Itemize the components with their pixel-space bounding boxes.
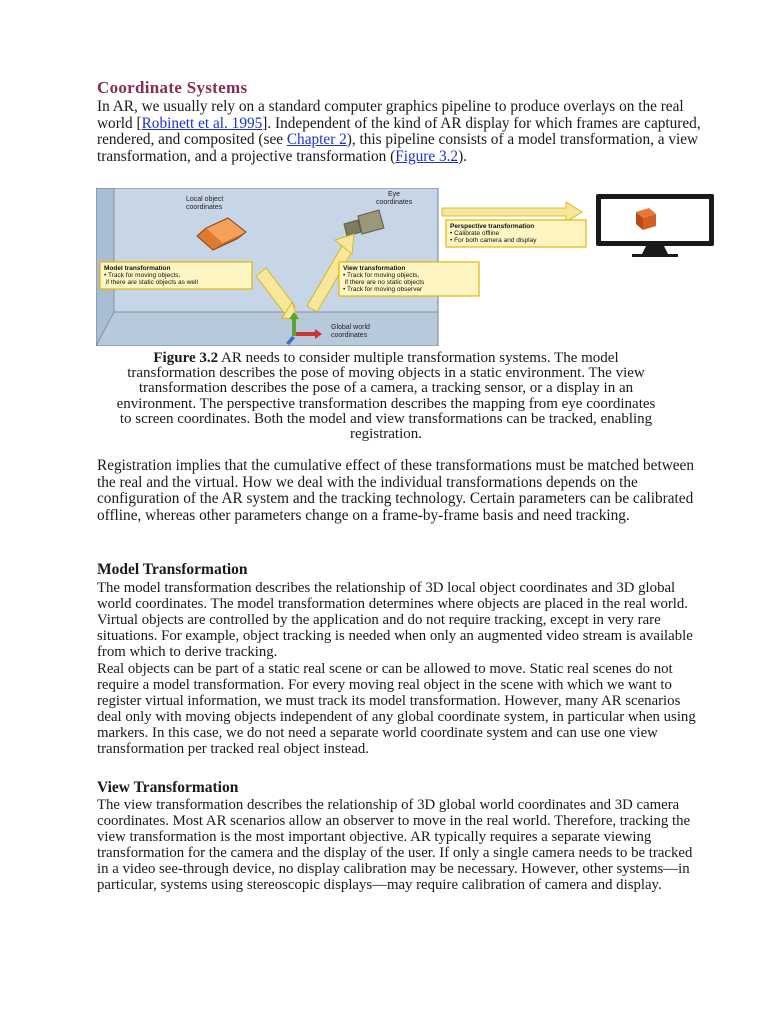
registration-paragraph: Registration implies that the cumulative effect of these transformations must be matched between the real and the virtual. How we deal with the individual transformations depends on the configuration of the AR system and the tracking technology. Certain parameters can be calibrated offline, whereas other parameters change on a frame-by-frame basis and need tracking.: [97, 457, 694, 524]
intro-text-4: ).: [458, 147, 467, 165]
section-title: Coordinate Systems: [97, 78, 248, 97]
view-paragraph-1: The view transformation describes the relationship of 3D global world coordinates and 3D camera coordinates. Most AR scenarios allow an observer to move in the real world. Therefore, tracking the view transformation is the most important objective. AR typically requires a separate viewing transformation for the camera and the display of the user. If only a single camera needs to be tracked in a video see-through device, no display calibration may be necessary. However, other systems—in particular, systems using stereoscopic displays—may require calibration of camera and display.: [97, 797, 693, 893]
figure-3-2-diagram: [96, 188, 720, 346]
figure-caption-label: Figure 3.2: [153, 350, 219, 366]
local-coordinates-label: Local object coordinates: [186, 196, 224, 211]
model-transformation-heading: Model Transformation: [97, 561, 248, 578]
view-transformation-box: [339, 262, 479, 296]
reference-link-robinett[interactable]: Robinett et al. 1995: [141, 114, 263, 132]
intro-text-3: ), this pipeline consists of a model transformation, a view transformation, and a projective transformation (: [97, 131, 699, 165]
model-paragraph-1: The model transformation describes the relationship of 3D local object coordinates and 3D global world coordinates. The model transformation determines where objects are placed in the real world. Virtual objects are controlled by the application and do not require tracking, except in very rare situations. For example, object tracking is needed when only an augmented video stream is available from which to derive tracking.: [97, 580, 693, 660]
figure-caption: [116, 351, 656, 442]
svg-text:Model transformation• Track: Model transformation • Track for moving objects, if there are static objects as well: [104, 265, 198, 286]
intro-text-1: In AR, we usually rely on a standard computer graphics pipeline to produce overlays on the real world [: [97, 98, 684, 132]
perspective-arrow: [442, 202, 582, 222]
model-paragraph-2: Real objects can be part of a static real scene or can be allowed to move. Static real scenes do not require a model transformation. For every moving real object in the scene with which we want to register virtual information, we must track its model transformation. However, many AR scenarios deal only with moving objects independent of any global coordinate system, in particular when using markers. In this case, we do not need a separate world coordinate system and can use one view transformation per tracked real object instead.: [97, 661, 696, 757]
intro-text-2: ]. Independent of the kind of AR display for which frames are captured, rendered, and composited (see: [97, 114, 701, 149]
eye-coordinates-label: Eye coordinates: [376, 191, 413, 206]
perspective-transformation-box: [446, 220, 586, 247]
monitor-icon: [596, 194, 714, 257]
figure-caption-text: AR needs to consider multiple transformation systems. The model transformation describes the pose of moving objects in a static environment. The view transformation describes the pose of a camera, a tracking sensor, or a display in an environment. The perspective transformation describes the mapping from eye coordinates to screen coordinates. Both the model and view transformations can be tracked, enabling registration.: [116, 350, 656, 443]
intro-paragraph: [97, 99, 703, 165]
svg-text:View transformation• Track f: View transformation • Track for moving objects, if there are no static objects • Track for moving observer: [343, 265, 425, 293]
view-transformation-heading: View Transformation: [97, 779, 239, 796]
global-coordinates-label: Global world coordinates: [331, 324, 370, 339]
chapter-2-link[interactable]: Chapter 2: [286, 131, 347, 149]
model-transformation-box: [100, 262, 252, 289]
svg-text:Perspective transformation•: Perspective transformation • Calibrate offline • For both camera and display: [450, 223, 537, 244]
figure-3-2-link[interactable]: Figure 3.2: [395, 147, 459, 165]
